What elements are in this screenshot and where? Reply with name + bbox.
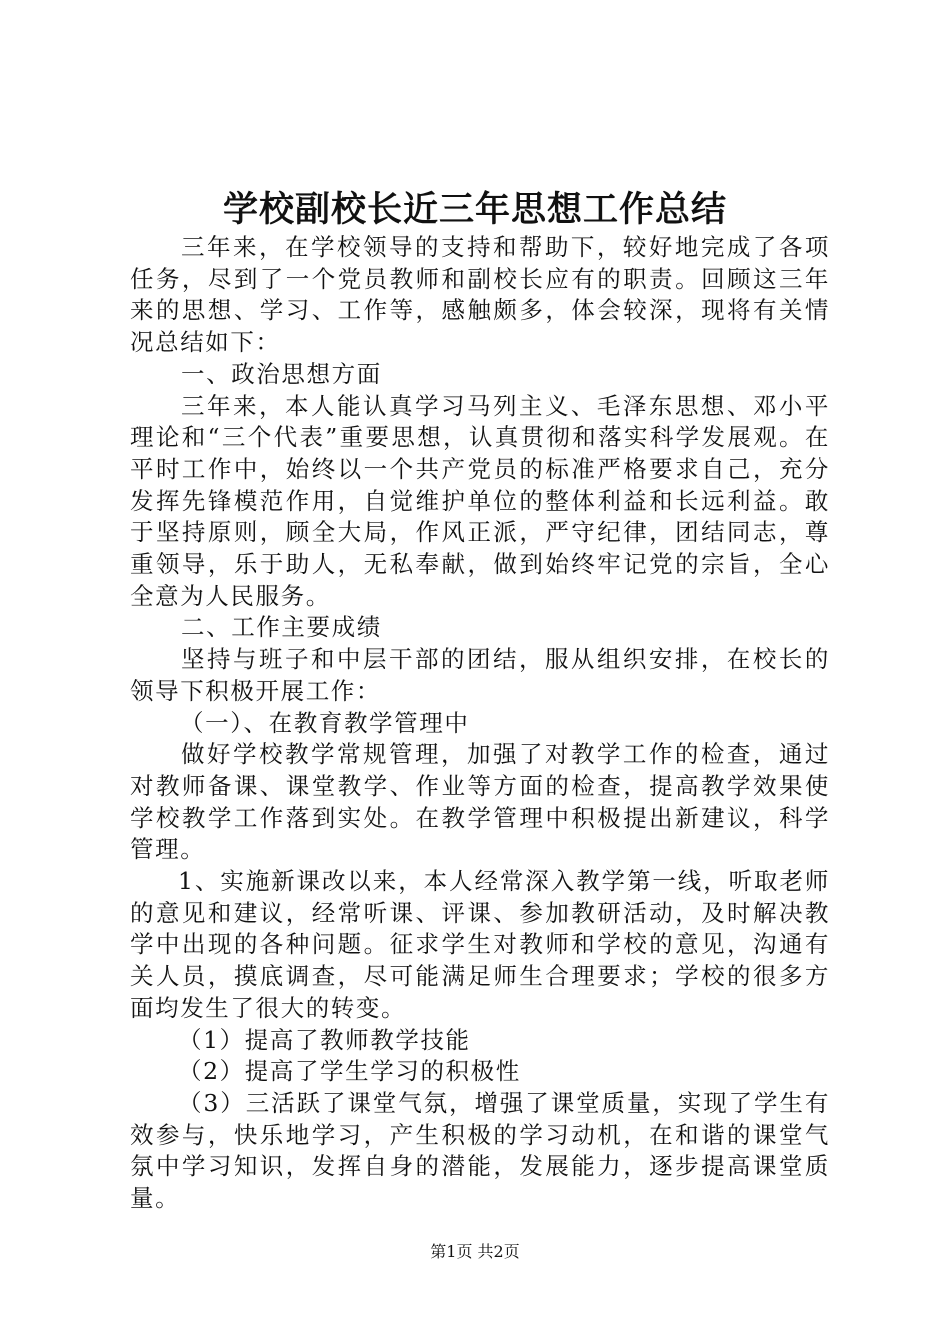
- paragraph-intro: 三年来，在学校领导的支持和帮助下，较好地完成了各项任务，尽到了一个党员教师和副校长应有的职责。回顾这三年来的思想、学习、工作等，感触颇多，体会较深，现将有关情况总结如下：: [130, 233, 830, 357]
- paragraph-curriculum-reform: 1、实施新课改以来，本人经常深入教学第一线，听取老师的意见和建议，经常听课、评课、参加教研活动，及时解决教学中出现的各种问题。征求学生对教师和学校的意见，沟通有关人员，摸底调查，尽可能满足师生合理要求；学校的很多方面均发生了很大的转变。: [130, 867, 830, 1022]
- document-title: 学校副校长近三年思想工作总结: [222, 189, 727, 230]
- paragraph-teaching: 做好学校教学常规管理，加强了对教学工作的检查，通过对教师备课、课堂教学、作业等方面的检查，提高教学效果使学校教学工作落到实处。在教学管理中积极提出新建议，科学管理。: [130, 740, 830, 864]
- paragraph-achievements: 坚持与班子和中层干部的团结，服从组织安排，在校长的领导下积极开展工作：: [130, 645, 830, 705]
- section-heading-political: 一、政治思想方面: [181, 359, 382, 388]
- list-item-2: （2）提高了学生学习的积极性: [178, 1057, 521, 1086]
- list-item-1: （1）提高了教师教学技能: [178, 1025, 471, 1054]
- page-footer: 第1页 共2页: [430, 1242, 520, 1261]
- section-heading-achievements: 二、工作主要成绩: [181, 613, 382, 642]
- document-body: [130, 232, 830, 1215]
- subsection-heading-teaching: （一）、在教育教学管理中: [180, 708, 470, 737]
- paragraph-political: 三年来，本人能认真学习马列主义、毛泽东思想、邓小平理论和“三个代表”重要思想，认真贯彻和落实科学发展观。在平时工作中，始终以一个共产党员的标准严格要求自己，充分发挥先锋模范作用，自觉维护单位的整体利益和长远利益。敢于坚持原则，顾全大局，作风正派，严守纪律，团结同志，尊重领导，乐于助人，无私奉献，做到始终牢记党的宗旨，全心全意为人民服务。: [130, 391, 830, 610]
- list-item-3: （3）三活跃了课堂气氛，增强了课堂质量，实现了学生有效参与，快乐地学习，产生积极的学习动机，在和谐的课堂气氛中学习知识，发挥自身的潜能，发展能力，逐步提高课堂质量。: [130, 1088, 830, 1213]
